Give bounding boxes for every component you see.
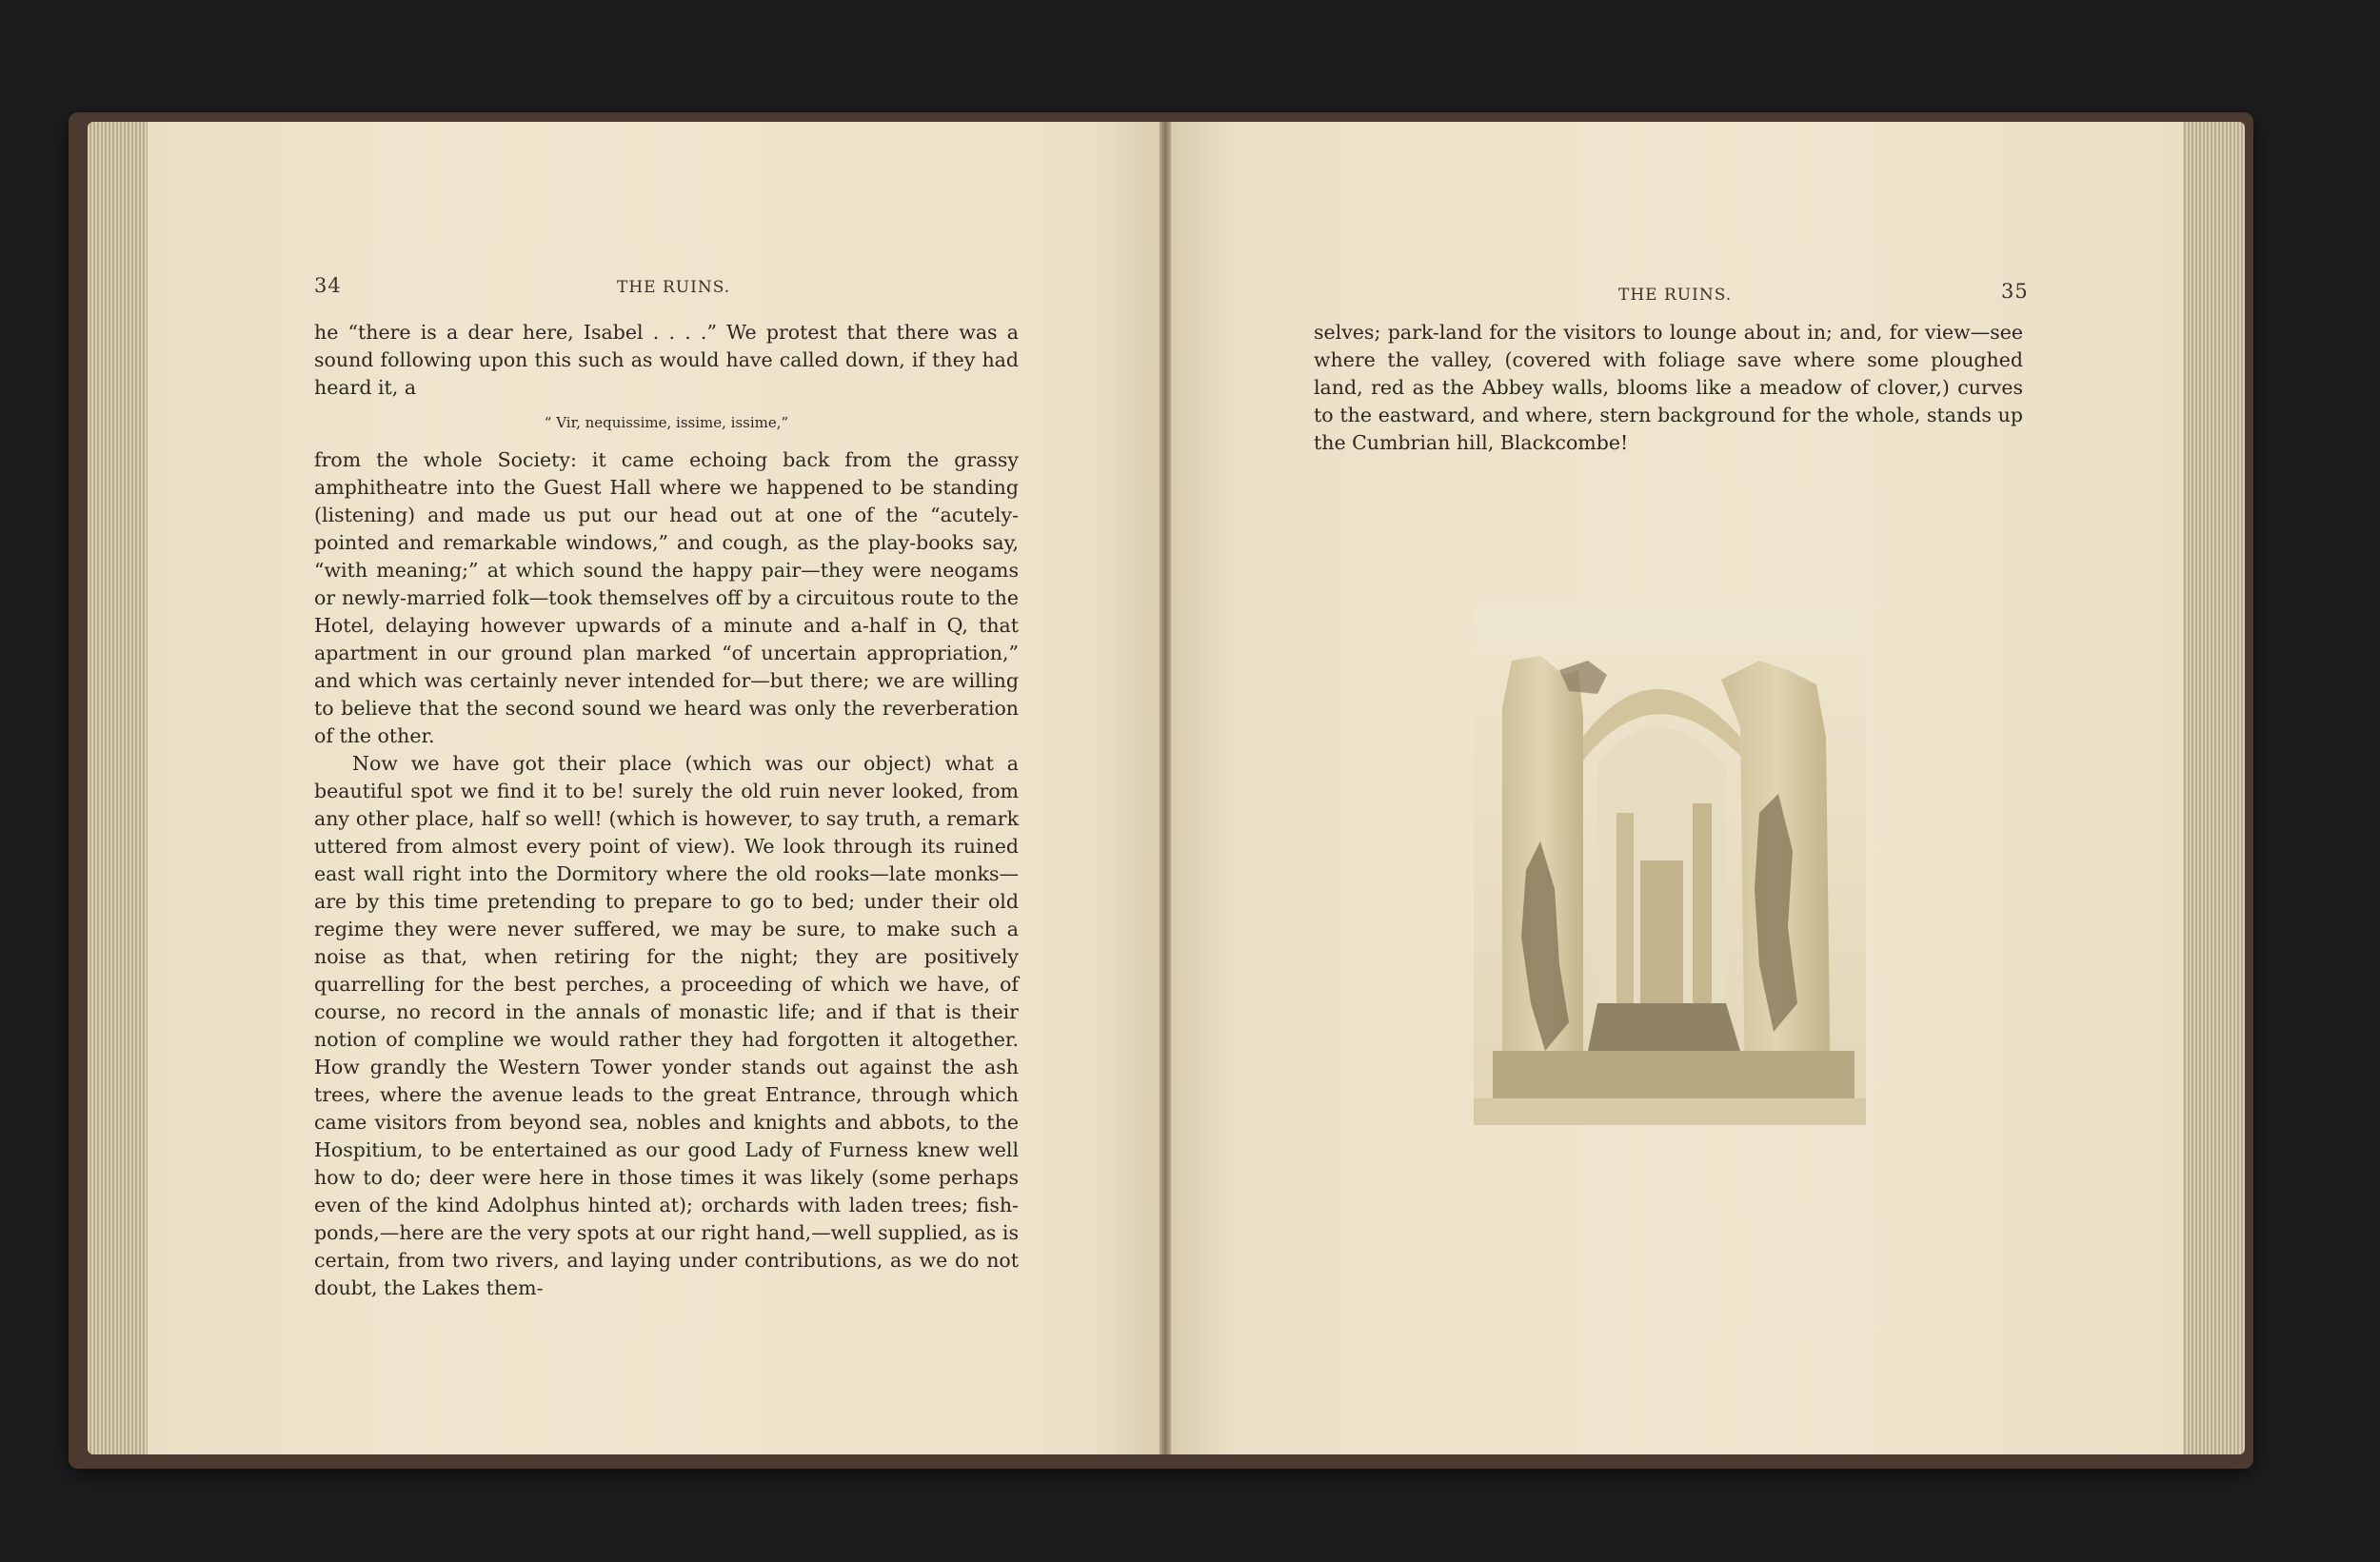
left-paragraph-1: he “there is a dear here, Isabel . . . .” We protest that there was a sound following upon this such as would have called down, if they had heard it, a	[314, 321, 1019, 399]
abbey-ruin-photograph	[1474, 603, 1866, 1125]
photo-lower-margin	[1474, 1098, 1866, 1125]
right-page-text	[1314, 319, 2023, 457]
right-page-number: 35	[2001, 280, 2029, 303]
inner-pillar-left	[1616, 813, 1634, 1032]
left-paragraph-3: Now we have got their place (which was our object) what a beautiful spot we find it to be! surely the old ruin never looked, from any other place, half so well! (which is however, to say truth, a remark uttered from almost every point of view). We look through its ruined east wall right into the Dormitory where the old rooks—late monks—are by this time pretending to prepare to go to bed; under their old regime they were never suffered, we may be sure, to make such a noise as that, when retiring for the night; they are positively quarrelling for the best perches, a proceeding of which we have, of course, no record in the annals of monastic life; and if that is their notion of compline we would rather they had forgotten it altogether. How grandly the Western Tower yonder stands out against the ash trees, where the avenue leads to the great Entrance, through which came visitors from beyond sea, nobles and knights and abbots, to the Hospitium, to be entertained as our good Lady of Furness knew well how to do; deer were here in those times it was likely (some perhaps even of the kind Adolphus hinted at); orchards with laden trees; fish-ponds,—here are the very spots at our right hand,—well supplied, as is certain, from two rivers, and laying under contributions, as we do not doubt, the Lakes them-	[314, 752, 1019, 1299]
page-edges-right	[2180, 122, 2245, 1454]
page-edges-left	[88, 122, 152, 1454]
right-paragraph-1: selves; park-land for the visitors to lounge about in; and, for view—see where the valley, (covered with foliage save where some ploughed land, red as the Abbey walls, blooms like a meadow of clover,) curves to the eastward, and where, stern background for the whole, stands up the Cumbrian hill, Blackcombe!	[1314, 321, 2023, 454]
left-page-number: 34	[314, 274, 342, 297]
inner-pillar-right	[1693, 803, 1712, 1032]
foreground-base	[1493, 1051, 1854, 1098]
left-running-head: THE RUINS.	[617, 278, 731, 297]
left-paragraph-2: from the whole Society: it came echoing back from the grassy amphitheatre into the Guest Hall where we happened to be standing (listening) and made us put our head out at one of the “acutely-pointed and remarkable windows,” and cough, as the play-books say, “with meaning;” at which sound the happy pair—they were neogams or newly-married folk—took themselves off by a circuitous route to the Hotel, delaying however upwards of a minute and a-half in Q, that apartment in our ground plan marked “of uncertain appropriation,” and which was certainly never intended for—but there; we are willing to believe that the second sound we heard was only the reverberation of the other.	[314, 448, 1019, 747]
left-page-text	[314, 319, 1019, 1302]
book-gutter	[1160, 122, 1171, 1454]
latin-quotation: “ Vir, nequissime, issime, issime,”	[544, 414, 789, 431]
ruin-arch-image	[1474, 603, 1866, 1125]
ground-through-arch	[1588, 1003, 1740, 1051]
right-running-head: THE RUINS.	[1618, 286, 1733, 305]
